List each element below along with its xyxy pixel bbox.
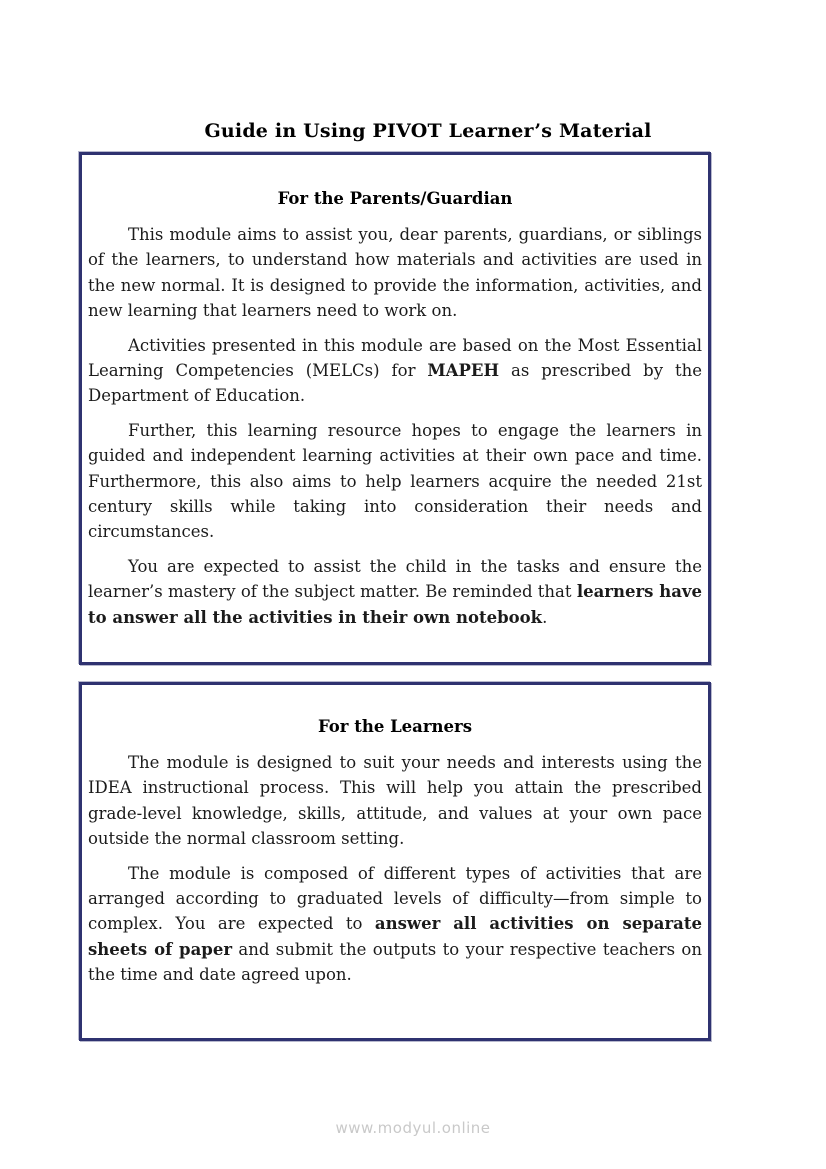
parents-paragraph-4 xyxy=(88,554,702,630)
watermark-link[interactable]: www.modyul.online xyxy=(335,1119,491,1137)
parents-guardian-heading: For the Parents/Guardian xyxy=(277,189,513,208)
text-segment: . xyxy=(542,607,548,627)
text-segment: The module is composed of different types of activities that are arranged according to graduated levels of difficulty—from simple to complex. You are expected to xyxy=(88,863,702,934)
learners-paragraph-1 xyxy=(88,750,702,852)
parents-paragraph-3 xyxy=(88,418,702,545)
parents-paragraph-1 xyxy=(88,222,702,324)
learners-paragraph-2 xyxy=(88,861,702,988)
learners-box xyxy=(79,682,711,1041)
bold-text: answer all activities on separate sheets of paper xyxy=(88,914,702,959)
bold-text: learners have to answer all the activities in their own notebook xyxy=(88,582,702,627)
text-segment: You are expected to assist the child in the tasks and ensure the learner’s mastery of the subject matter. Be reminded that xyxy=(88,556,702,602)
text-segment: This module aims to assist you, dear parents, guardians, or siblings of the learners, to understand how materials and activities are used in the new normal. It is designed to provide the information, activities, and new learning that learners need to work on. xyxy=(88,225,702,321)
text-segment: The module is designed to suit your needs and interests using the IDEA instructional process. This will help you attain the prescribed grade-level knowledge, skills, attitude, and values at your own pace outside the normal classroom setting. xyxy=(88,753,702,849)
page-title: Guide in Using PIVOT Learner’s Material xyxy=(204,120,652,142)
text-segment: as prescribed by the Department of Education. xyxy=(88,361,702,406)
text-segment: Further, this learning resource hopes to engage the learners in guided and independent learning activities at their own pace and time. Furthermore, this also aims to help learners acquire the needed 21st century skills while taking into consideration their needs and circumstances. xyxy=(88,420,702,542)
parents-guardian-box xyxy=(79,152,711,665)
learners-heading: For the Learners xyxy=(317,717,473,736)
bold-text: MAPEH xyxy=(427,361,500,381)
parents-paragraph-2 xyxy=(88,333,702,409)
text-segment: and submit the outputs to your respective teachers on the time and date agreed upon. xyxy=(88,939,702,985)
text-segment: Activities presented in this module are based on the Most Essential Learning Competencies (MELCs) for xyxy=(88,335,702,381)
